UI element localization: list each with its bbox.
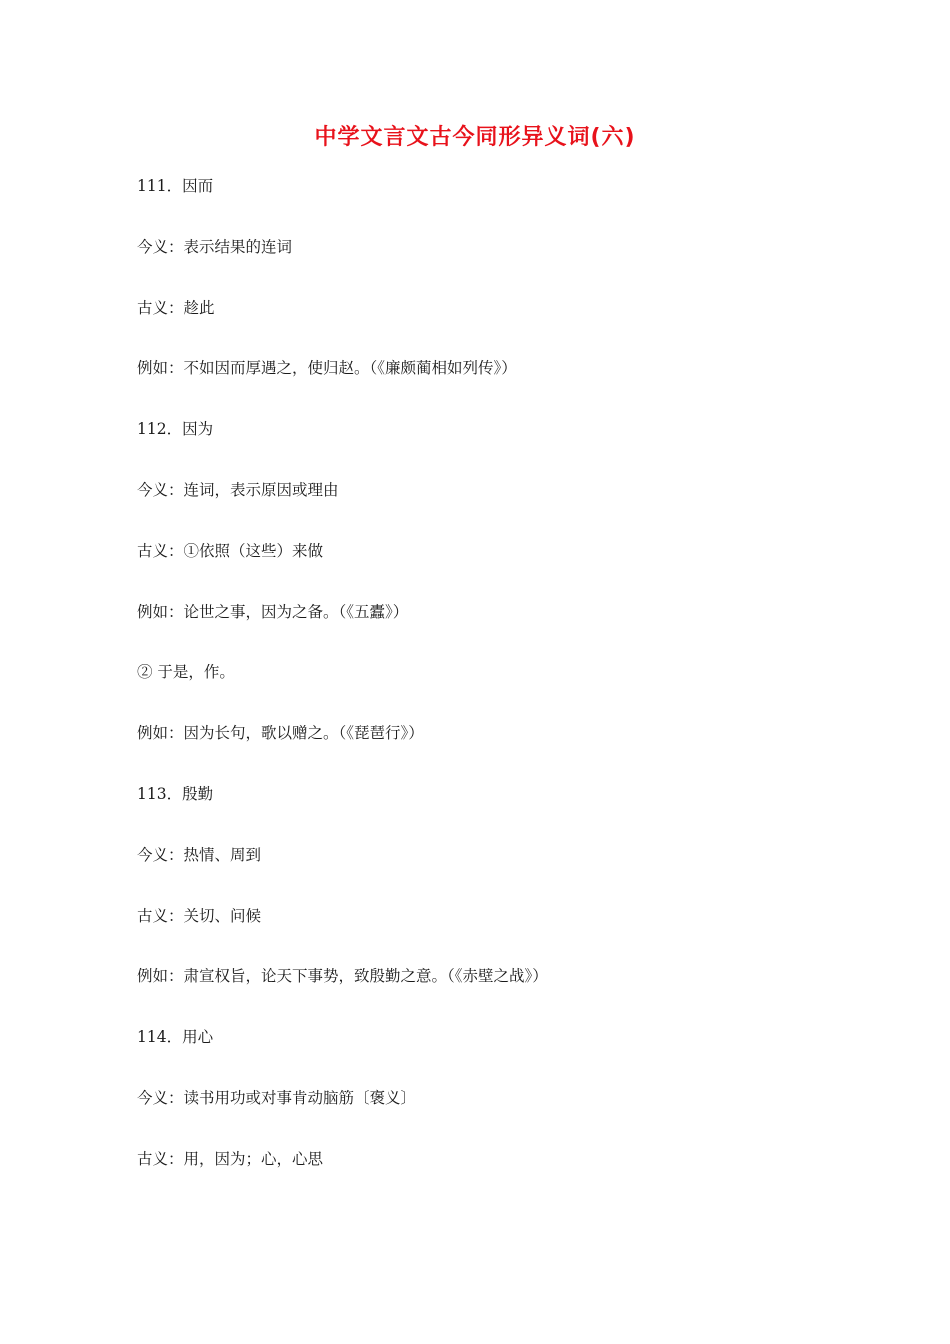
entry-112-ancient-meaning-1: 古义：①依照（这些）来做 <box>137 541 324 560</box>
entry-114-heading: 114．用心 <box>137 1028 214 1047</box>
entry-112-example-2: 例如：因为长句，歌以赠之。（《琵琶行》） <box>137 724 424 743</box>
document-body <box>137 172 857 1206</box>
entry-111-modern-meaning: 今义：表示结果的连词 <box>137 237 293 256</box>
entry-112-heading: 112．因为 <box>137 420 214 439</box>
entry-111-heading: 111．因而 <box>137 177 214 195</box>
entry-114-ancient-meaning: 古义：用，因为；心，心思 <box>137 1149 324 1168</box>
entry-111-example: 例如：不如因而厚遇之，使归赵。（《廉颇蔺相如列传》） <box>137 359 517 378</box>
entry-112-example-1: 例如：论世之事，因为之备。（《五蠹》） <box>137 602 409 621</box>
entry-112-ancient-meaning-2: ② 于是，作。 <box>137 663 235 682</box>
entry-113-modern-meaning: 今义：热情、周到 <box>137 845 262 864</box>
entry-113-example: 例如：肃宣权旨，论天下事势，致殷勤之意。（《赤壁之战》） <box>137 967 548 986</box>
entry-113-heading: 113．殷勤 <box>137 784 214 803</box>
entry-113-ancient-meaning: 古义：关切、问候 <box>137 906 262 925</box>
document-title: 中学文言文古今同形异义词(六) <box>314 125 636 150</box>
entry-112-modern-meaning: 今义：连词，表示原因或理由 <box>137 480 339 499</box>
entry-114-modern-meaning: 今义：读书用功或对事肯动脑筋〔褒义〕 <box>137 1088 417 1107</box>
entry-111-ancient-meaning: 古义：趁此 <box>137 298 215 317</box>
